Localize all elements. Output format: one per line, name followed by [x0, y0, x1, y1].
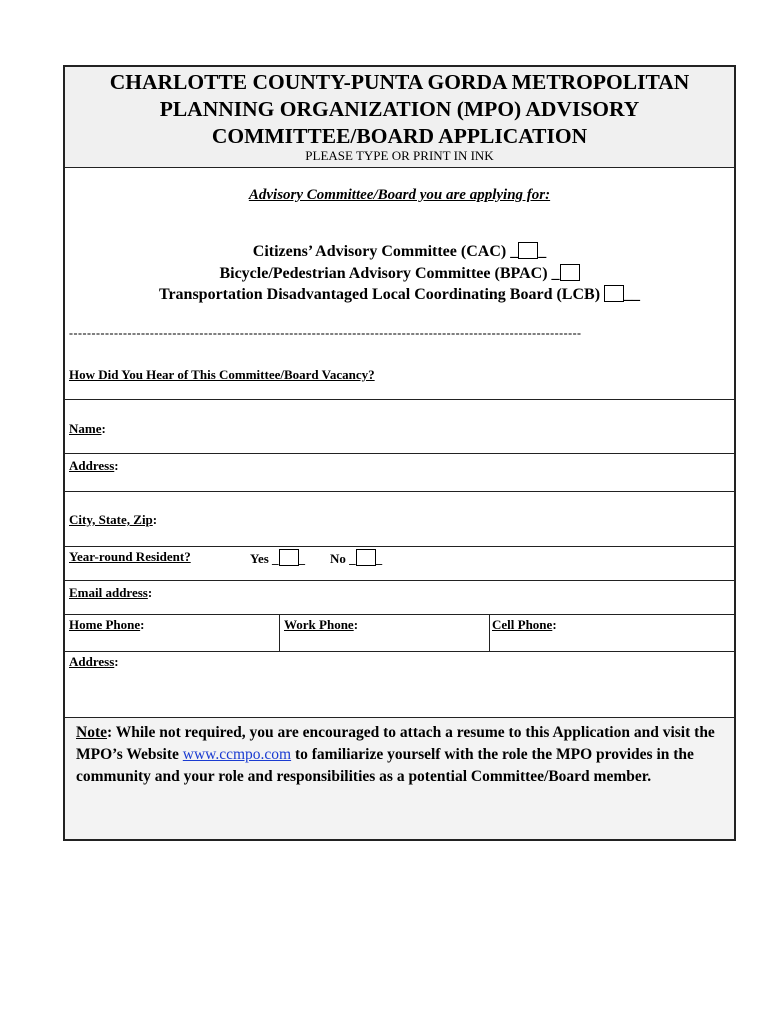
email-label [69, 585, 152, 601]
cac-checkbox[interactable] [518, 242, 538, 259]
city-state-zip-text: City, State, Zip [69, 512, 153, 527]
address-colon: : [114, 458, 119, 473]
how-heard-input[interactable] [505, 357, 725, 387]
cell-phone-colon: : [552, 617, 557, 632]
rule-5 [65, 580, 734, 581]
name-input[interactable] [125, 403, 725, 451]
rule-2 [65, 453, 734, 454]
name-colon: : [101, 421, 106, 436]
address2-label-text: Address [69, 654, 115, 669]
bpac-checkbox[interactable] [560, 264, 580, 281]
note-label: Note [76, 724, 107, 741]
no-checkbox[interactable] [356, 549, 376, 566]
email-input[interactable] [170, 582, 725, 612]
work-phone-input[interactable] [284, 633, 484, 649]
note-text-2: to familiarize yourself with the role the MPO provides in the community and your role and responsibilities as a potential Committee/Board member. [76, 746, 694, 785]
yes-option: Yes _ _ [250, 551, 306, 566]
title-line-3: COMMITTEE/BOARD APPLICATION [211, 124, 588, 148]
no-label: No [330, 551, 346, 566]
option-cac-label: Citizens’ Advisory Committee (CAC) [252, 243, 507, 260]
rule-6 [65, 614, 734, 615]
yes-label: Yes [250, 551, 269, 566]
title-line-2: PLANNING ORGANIZATION (MPO) ADVISORY [159, 97, 640, 121]
option-lcb-label: Transportation Disadvantaged Local Coordinating Board (LCB) [158, 286, 601, 303]
home-phone-input[interactable] [69, 633, 275, 649]
work-phone-colon: : [353, 617, 359, 632]
rule-4 [65, 546, 734, 547]
rule-3 [65, 491, 734, 492]
email-colon: : [147, 585, 153, 600]
phone-divider-2 [489, 614, 490, 651]
lcb-checkbox[interactable] [604, 285, 624, 302]
city-state-zip-input[interactable] [180, 495, 725, 543]
name-label [69, 421, 106, 437]
cell-phone-label [492, 617, 557, 633]
phone-divider-1 [279, 614, 280, 651]
city-state-zip-label [69, 512, 157, 528]
application-form [63, 65, 736, 841]
address2-colon: : [114, 654, 119, 669]
cell-phone-text: Cell Phone [492, 617, 553, 632]
name-label-text: Name [69, 421, 102, 436]
address2-input[interactable] [135, 653, 725, 713]
rule-7 [65, 651, 734, 652]
mpo-website-link[interactable]: www.ccmpo.com [182, 746, 292, 763]
address2-label [69, 654, 119, 670]
cell-phone-input[interactable] [492, 633, 727, 649]
address-label-text: Address [69, 458, 115, 473]
home-phone-colon: : [140, 617, 145, 632]
form-subtitle: PLEASE TYPE OR PRINT IN INK [305, 148, 494, 163]
email-label-text: Email address [69, 585, 148, 600]
option-cac: Citizens’ Advisory Committee (CAC) _ _ [252, 243, 547, 260]
how-heard-text: How Did You Hear of This Committee/Board Vacancy? [69, 367, 375, 382]
rule-1 [65, 399, 734, 400]
work-phone-text: Work Phone [284, 617, 354, 632]
address-label [69, 458, 119, 474]
dashed-separator: ------------------------------------------------------------------------------------------------------------------ [69, 326, 582, 340]
title-line-1: CHARLOTTE COUNTY-PUNTA GORDA METROPOLITAN [109, 70, 690, 94]
yes-checkbox[interactable] [279, 549, 299, 566]
option-bpac: Bicycle/Pedestrian Advisory Committee (BPAC) _ [65, 263, 734, 285]
address-input[interactable] [135, 455, 725, 489]
note-text [76, 722, 726, 788]
committee-options [65, 241, 734, 306]
option-lcb: Transportation Disadvantaged Local Coordinating Board (LCB) __ [158, 286, 641, 303]
home-phone-label [69, 617, 144, 633]
applying-for-heading: Advisory Committee/Board you are applying for: [248, 187, 551, 203]
note-text-1: : While not required, you are encouraged to attach a resume to this Application and visit the MPO’s Website [76, 724, 715, 763]
note-section [65, 717, 734, 839]
year-round-text: Year-round Resident? [69, 549, 191, 564]
work-phone-label [284, 617, 358, 633]
year-round-label [69, 549, 191, 565]
no-option: No _ _ [330, 551, 383, 566]
form-title [65, 69, 734, 150]
form-header [65, 67, 734, 168]
home-phone-text: Home Phone [69, 617, 141, 632]
option-bpac-label: Bicycle/Pedestrian Advisory Committee (BPAC) [219, 264, 548, 282]
city-colon: : [152, 512, 158, 527]
how-heard-label [69, 367, 375, 383]
